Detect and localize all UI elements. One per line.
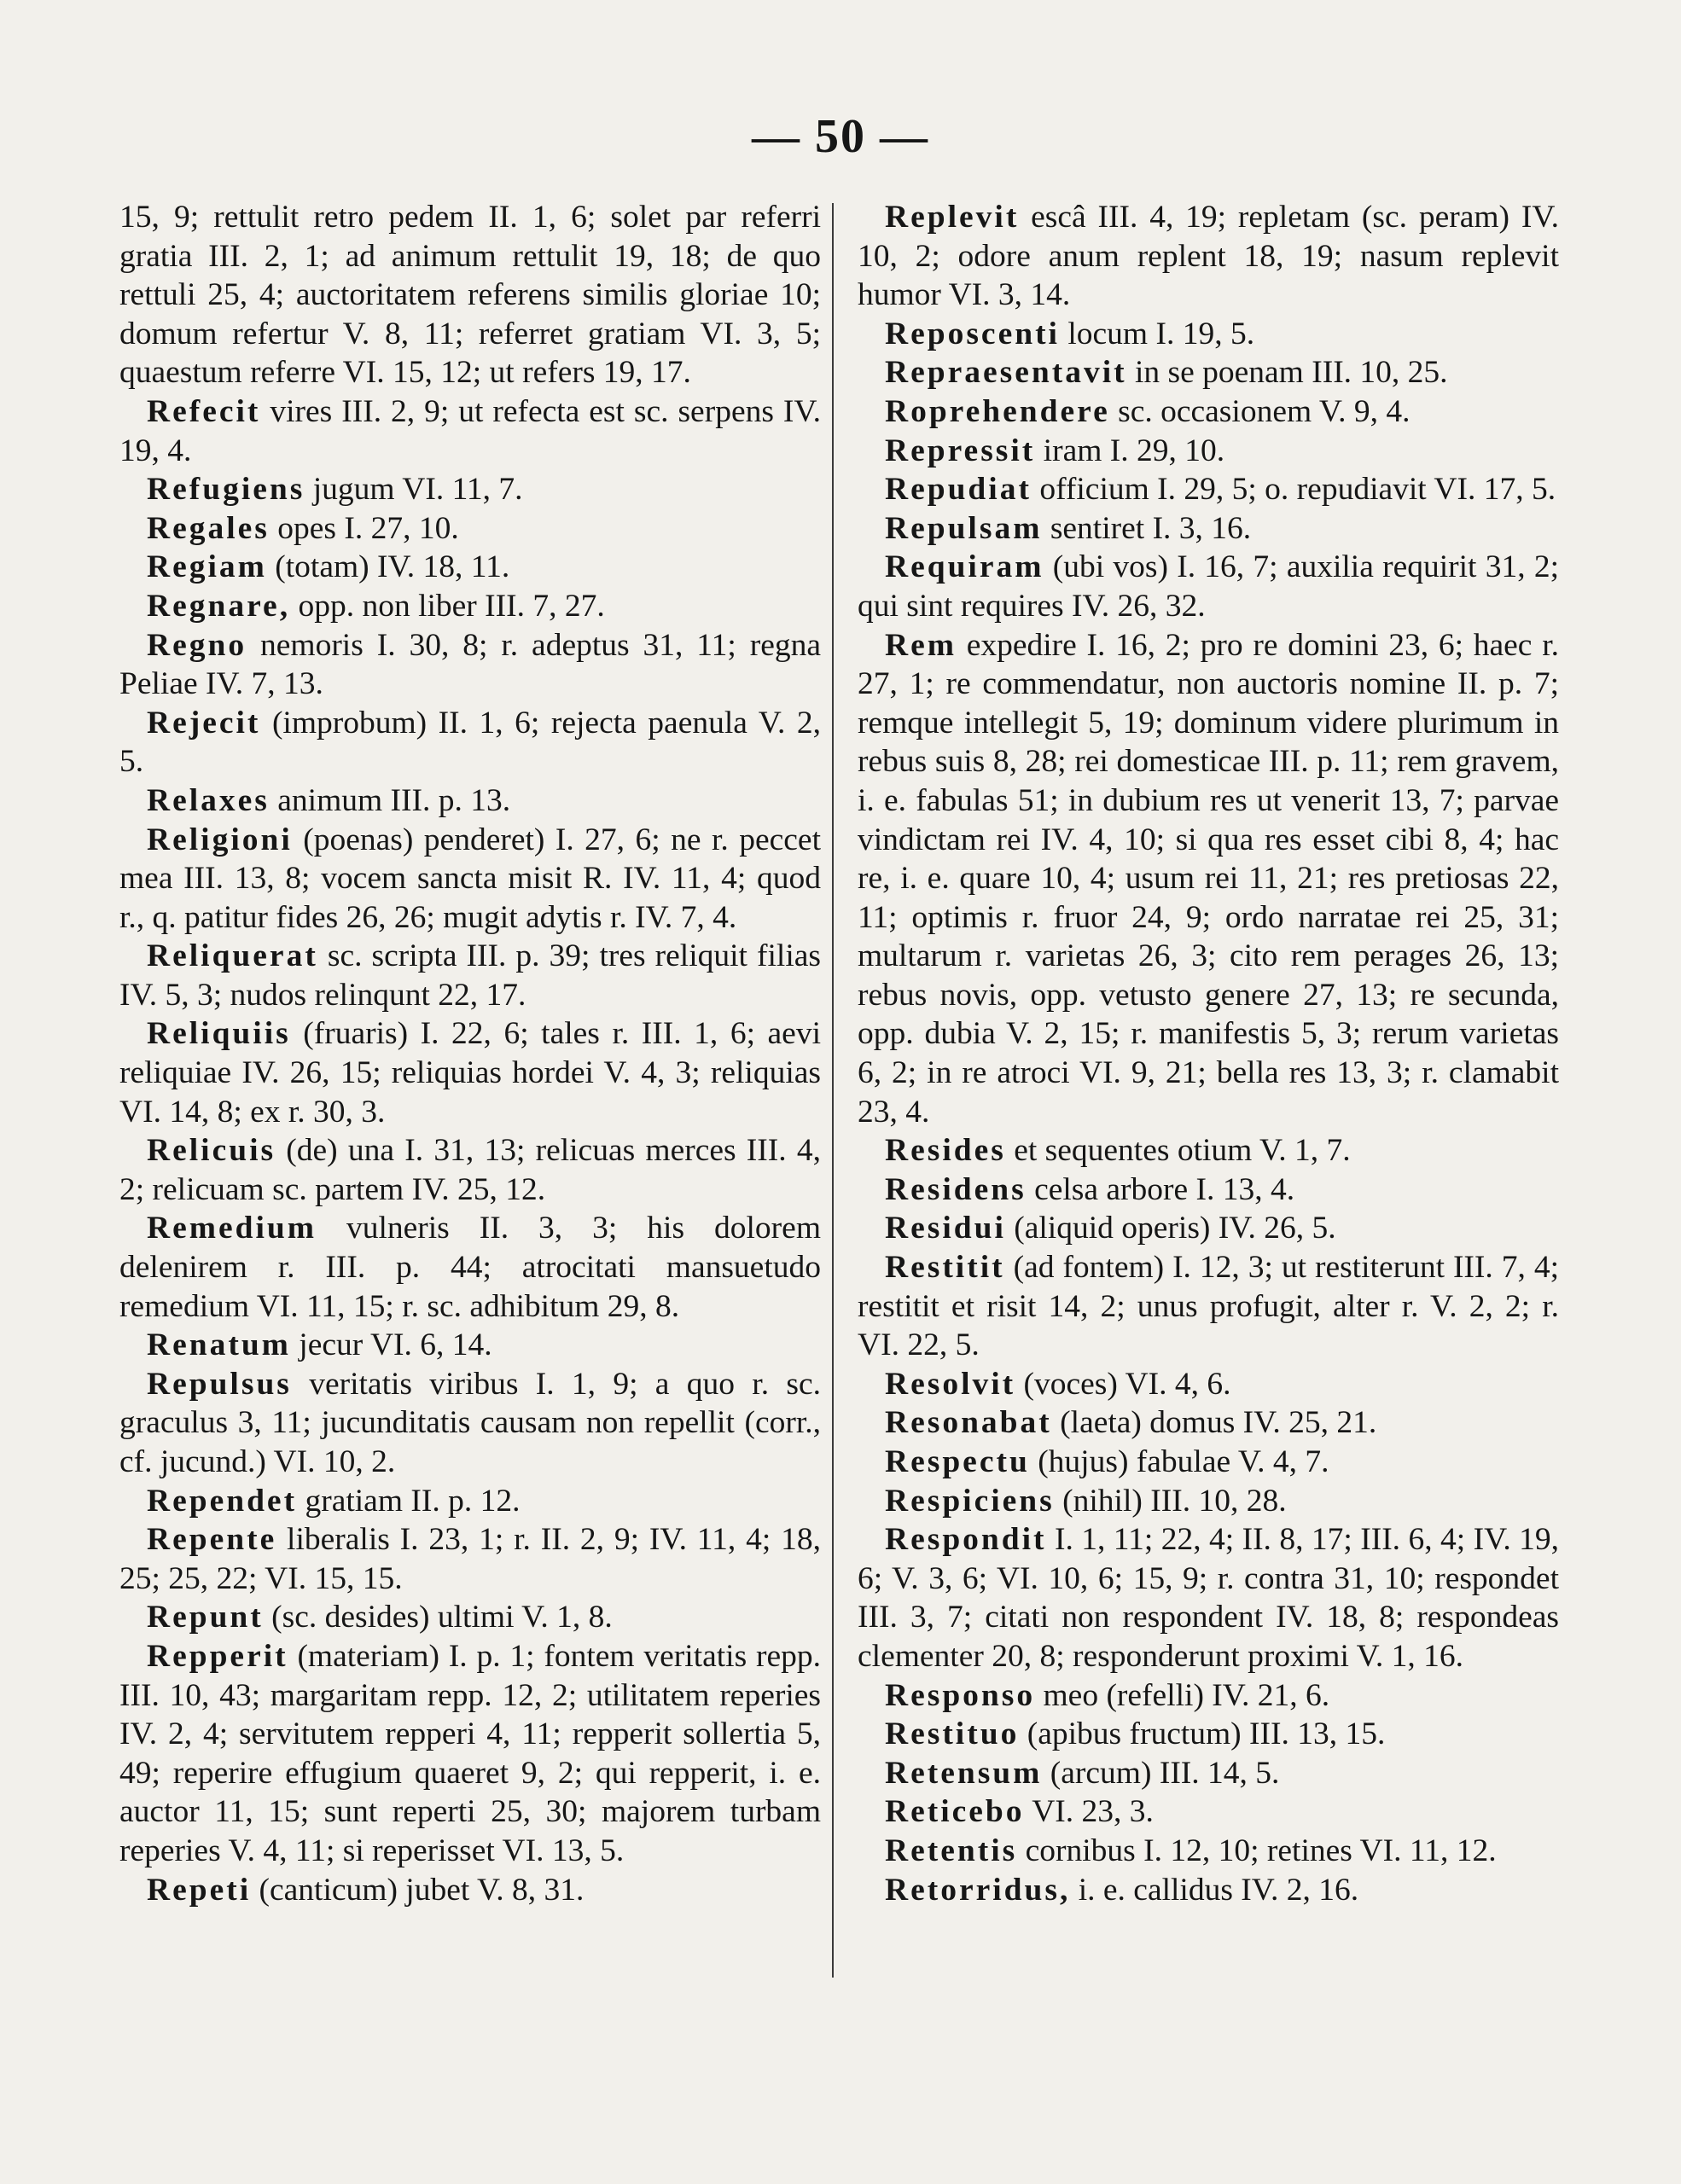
index-entry [119,1637,821,1871]
entry-headword: Responso [885,1677,1036,1713]
entry-text: (laeta) domus IV. 25, 21. [1051,1405,1377,1441]
index-entry [858,1520,1559,1676]
entry-headword: Resides [885,1133,1006,1169]
index-entry [119,1209,821,1326]
entry-headword: Regno [147,627,247,663]
entry-text: (apibus fructum) III. 13, 15. [1019,1716,1386,1752]
index-entry [858,1754,1559,1793]
index-entry [119,1365,821,1482]
entry-text: (ad fontem) I. 12, 3; ut restiterunt III. 7, 4; restitit et risit 14, 2; unus profugit, alter r. V. 2, 2; r. VI. 22, 5. [858,1250,1559,1363]
index-entry [858,1832,1559,1871]
entry-text: sentiret I. 3, 16. [1042,510,1252,546]
index-entry [119,937,821,1014]
entry-text: (fruaris) I. 22, 6; tales r. III. 1, 6; aevi reliquiae IV. 26, 15; reliquias hordei V. 4, 3; reliquias VI. 14, 8; ex r. 30, 3. [119,1016,821,1130]
index-entry [858,1170,1559,1210]
entry-text: et sequentes otium V. 1, 7. [1005,1133,1351,1169]
index-entry [119,781,821,821]
index-entry [858,470,1559,509]
index-entry [119,1326,821,1365]
index-entry [858,509,1559,549]
entry-text: opes I. 27, 10. [269,510,459,546]
entry-text: (improbum) II. 1, 6; rejecta paenula V. 2, 5. [119,705,821,780]
entry-text: cornibus I. 12, 10; retines VI. 11, 12. [1017,1833,1497,1868]
entry-text: (materiam) I. p. 1; fontem veritatis repp. III. 10, 43; margaritam repp. 12, 2; utilitatem reperies IV. 2, 4; servitutem repperi 4, 11; repperit sollertia 5, 49; reperire effugium quaeret 9, 2; qui repperit, i. e. auctor 11, 15; sunt reperti 25, 30; majorem turbam reperies V. 4, 11; si reperisset VI. 13, 5. [119,1638,821,1868]
index-entry [858,1871,1559,1910]
index-entry [858,1209,1559,1248]
entry-headword: Retorridus, [885,1872,1071,1908]
index-entry [119,587,821,626]
entry-text: (ubi vos) I. 16, 7; auxilia requirit 31, 2; qui sint requires IV. 26, 32. [858,549,1559,624]
entry-headword: Repulsus [147,1366,292,1402]
index-entry [119,1520,821,1598]
entry-text: (poenas) penderet) I. 27, 6; ne r. peccet mea III. 13, 8; vocem sancta misit R. IV. 11, 4; quod r., q. patitur fides 26, 26; mugit adytis r. IV. 7, 4. [119,822,821,935]
entry-text: 15, 9; rettulit retro pedem II. 1, 6; solet par referri gratia III. 2, 1; ad animum rettulit 19, 18; de quo rettuli 25, 4; auctoritatem referens similis gloriae 10; domum refertur V. 8, 11; referret gratiam VI. 3, 5; quaestum referre VI. 15, 12; ut refers 19, 17. [119,200,821,391]
entry-headword: Repunt [147,1600,264,1635]
entry-headword: Respondit [885,1522,1047,1558]
index-entry [119,509,821,549]
entry-headword: Residens [885,1171,1027,1207]
entry-text: vulneris II. 3, 3; his dolorem delenirem r. III. p. 44; atrocitati mansuetudo remedium VI. 11, 15; r. sc. adhibitum 29, 8. [119,1211,821,1324]
entry-text: officium I. 29, 5; o. repudiavit VI. 17, 5. [1031,472,1556,508]
entry-text: (aliquid operis) IV. 26, 5. [1005,1211,1336,1246]
index-entry [858,1131,1559,1170]
entry-text: (canticum) jubet V. 8, 31. [251,1872,585,1908]
index-entry [119,626,821,704]
index-entry [858,1482,1559,1521]
entry-text: vires III. 2, 9; ut refecta est sc. serpens IV. 19, 4. [119,393,821,468]
entry-headword: Relicuis [147,1133,276,1169]
entry-headword: Remedium [147,1211,317,1246]
entry-text: meo (refelli) IV. 21, 6. [1035,1677,1330,1713]
entry-text: jugum VI. 11, 7. [305,472,523,508]
index-entry [119,1014,821,1131]
entry-headword: Religioni [147,822,293,857]
entry-text: jecur VI. 6, 14. [290,1327,492,1363]
entry-headword: Replevit [885,200,1020,235]
index-entry [858,1365,1559,1404]
entry-headword: Retentis [885,1833,1018,1868]
entry-text: (sc. desides) ultimi V. 1, 8. [263,1600,613,1635]
index-entry [858,1443,1559,1482]
left-column [119,198,821,1909]
entry-headword: Refecit [147,393,261,429]
entry-headword: Repeti [147,1872,252,1908]
index-entry [119,704,821,781]
entry-headword: Roprehendere [885,393,1110,429]
entry-headword: Retensum [885,1755,1043,1791]
entry-text: (nihil) III. 10, 28. [1054,1483,1287,1519]
entry-headword: Requiram [885,549,1044,585]
index-entry [119,548,821,587]
index-entry [858,353,1559,392]
entry-text: (hujus) fabulae V. 4, 7. [1029,1444,1329,1479]
entry-headword: Reticebo [885,1794,1025,1830]
entry-headword: Reposcenti [885,316,1060,351]
index-entry [858,198,1559,315]
index-entry [858,1676,1559,1716]
index-entry [858,548,1559,625]
index-entry [858,432,1559,471]
index-entry [858,626,1559,1132]
entry-text: VI. 23, 3. [1024,1794,1154,1830]
entry-headword: Relaxes [147,782,270,818]
entry-headword: Repudiat [885,472,1032,508]
entry-headword: Respiciens [885,1483,1055,1519]
entry-text: nemoris I. 30, 8; r. adeptus 31, 11; regna Peliae IV. 7, 13. [119,627,821,702]
entry-text: locum I. 19, 5. [1059,316,1255,351]
entry-headword: Renatum [147,1327,291,1363]
index-entry [858,392,1559,432]
entry-text: expedire I. 16, 2; pro re domini 23, 6; haec r. 27, 1; re commendatur, non auctoris nomine II. p. 7; remque intellegit 5, 19; dominum videre plurimum in rebus suis 8, 28; rei domesticae III. p. 11; rem gravem, i. e. fabulas 51; in dubium res ut venerit 13, 7; parvae vindictam rei IV. 4, 10; si qua res esset cibi 8, 4; hac re, i. e. quare 10, 4; usum rei 11, 21; res pretiosas 22, 11; optimis r. fruor 24, 9; ordo narratae rei 25, 31; multarum r. varietas 26, 3; cito rem perages 26, 13; rebus novis, opp. vetusto genere 27, 13; re secunda, opp. dubia V. 2, 15; r. manifestis 5, 3; rerum varietas 6, 2; in re atroci VI. 9, 21; bella res 13, 3; r. clamabit 23, 4. [858,627,1559,1130]
entry-text: celsa arbore I. 13, 4. [1026,1171,1295,1207]
entry-text: i. e. callidus IV. 2, 16. [1070,1872,1359,1908]
page-number: — 50 — [752,110,929,163]
index-entry [858,315,1559,354]
entry-headword: Rependet [147,1483,298,1519]
entry-headword: Repraesentavit [885,355,1127,391]
entry-headword: Regnare, [147,588,291,624]
index-entry [119,1598,821,1637]
index-entry [119,1131,821,1209]
entry-text: escâ III. 4, 19; repletam (sc. peram) IV. 10, 2; odore anum replent 18, 19; nasum replevit humor VI. 3, 14. [858,200,1559,313]
entry-text: (de) una I. 31, 13; relicuas merces III. 4, 2; relicuam sc. partem IV. 25, 12. [119,1133,821,1207]
entry-text: liberalis I. 23, 1; r. II. 2, 9; IV. 11, 4; 18, 25; 25, 22; VI. 15, 15. [119,1522,821,1596]
entry-headword: Rejecit [147,705,261,741]
index-entry [858,1403,1559,1443]
entry-text: gratiam II. p. 12. [297,1483,521,1519]
entry-headword: Respectu [885,1444,1030,1479]
entry-headword: Reliquerat [147,938,318,974]
entry-headword: Regales [147,510,270,546]
entry-text: (arcum) III. 14, 5. [1042,1755,1280,1791]
entry-headword: Resolvit [885,1366,1016,1402]
entry-text: (voces) VI. 4, 6. [1015,1366,1231,1402]
index-entry [119,821,821,938]
entry-headword: Restituo [885,1716,1020,1752]
index-entry [858,1715,1559,1754]
entry-headword: Restitit [885,1250,1005,1286]
entry-headword: Rem [885,627,957,663]
index-entry [119,198,821,392]
entry-headword: Repperit [147,1638,288,1674]
entry-text: sc. scripta III. p. 39; tres reliquit filias IV. 5, 3; nudos relinqunt 22, 17. [119,938,821,1013]
entry-text: sc. occasionem V. 9, 4. [1109,393,1411,429]
entry-text: animum III. p. 13. [269,782,511,818]
entry-text: veritatis viribus I. 1, 9; a quo r. sc. graculus 3, 11; jucunditatis causam non repellit (corr., cf. jucund.) VI. 10, 2. [119,1366,821,1479]
index-entry [858,1792,1559,1832]
right-column [858,198,1559,1909]
entry-headword: Repente [147,1522,277,1558]
entry-headword: Repressit [885,433,1036,468]
index-entry [119,1482,821,1521]
entry-headword: Regiam [147,549,267,585]
entry-text: in se poenam III. 10, 25. [1126,355,1448,391]
entry-headword: Resonabat [885,1405,1052,1441]
entry-text: opp. non liber III. 7, 27. [290,588,605,624]
entry-headword: Reliquiis [147,1016,291,1052]
column-divider [832,203,834,1978]
index-entry [119,392,821,470]
index-entry [119,1871,821,1910]
index-entry [119,470,821,509]
index-entry [858,1248,1559,1365]
entry-headword: Residui [885,1211,1006,1246]
entry-headword: Refugiens [147,472,305,508]
entry-text: (totam) IV. 18, 11. [266,549,510,585]
entry-text: iram I. 29, 10. [1035,433,1225,468]
entry-text: I. 1, 11; 22, 4; II. 8, 17; III. 6, 4; IV. 19, 6; V. 3, 6; VI. 10, 6; 15, 9; r. contra 31, 10; respondet III. 3, 7; citati non respondent IV. 18, 8; respondeas clementer 20, 8; responderunt proximi V. 1, 16. [858,1522,1559,1674]
entry-headword: Repulsam [885,510,1043,546]
